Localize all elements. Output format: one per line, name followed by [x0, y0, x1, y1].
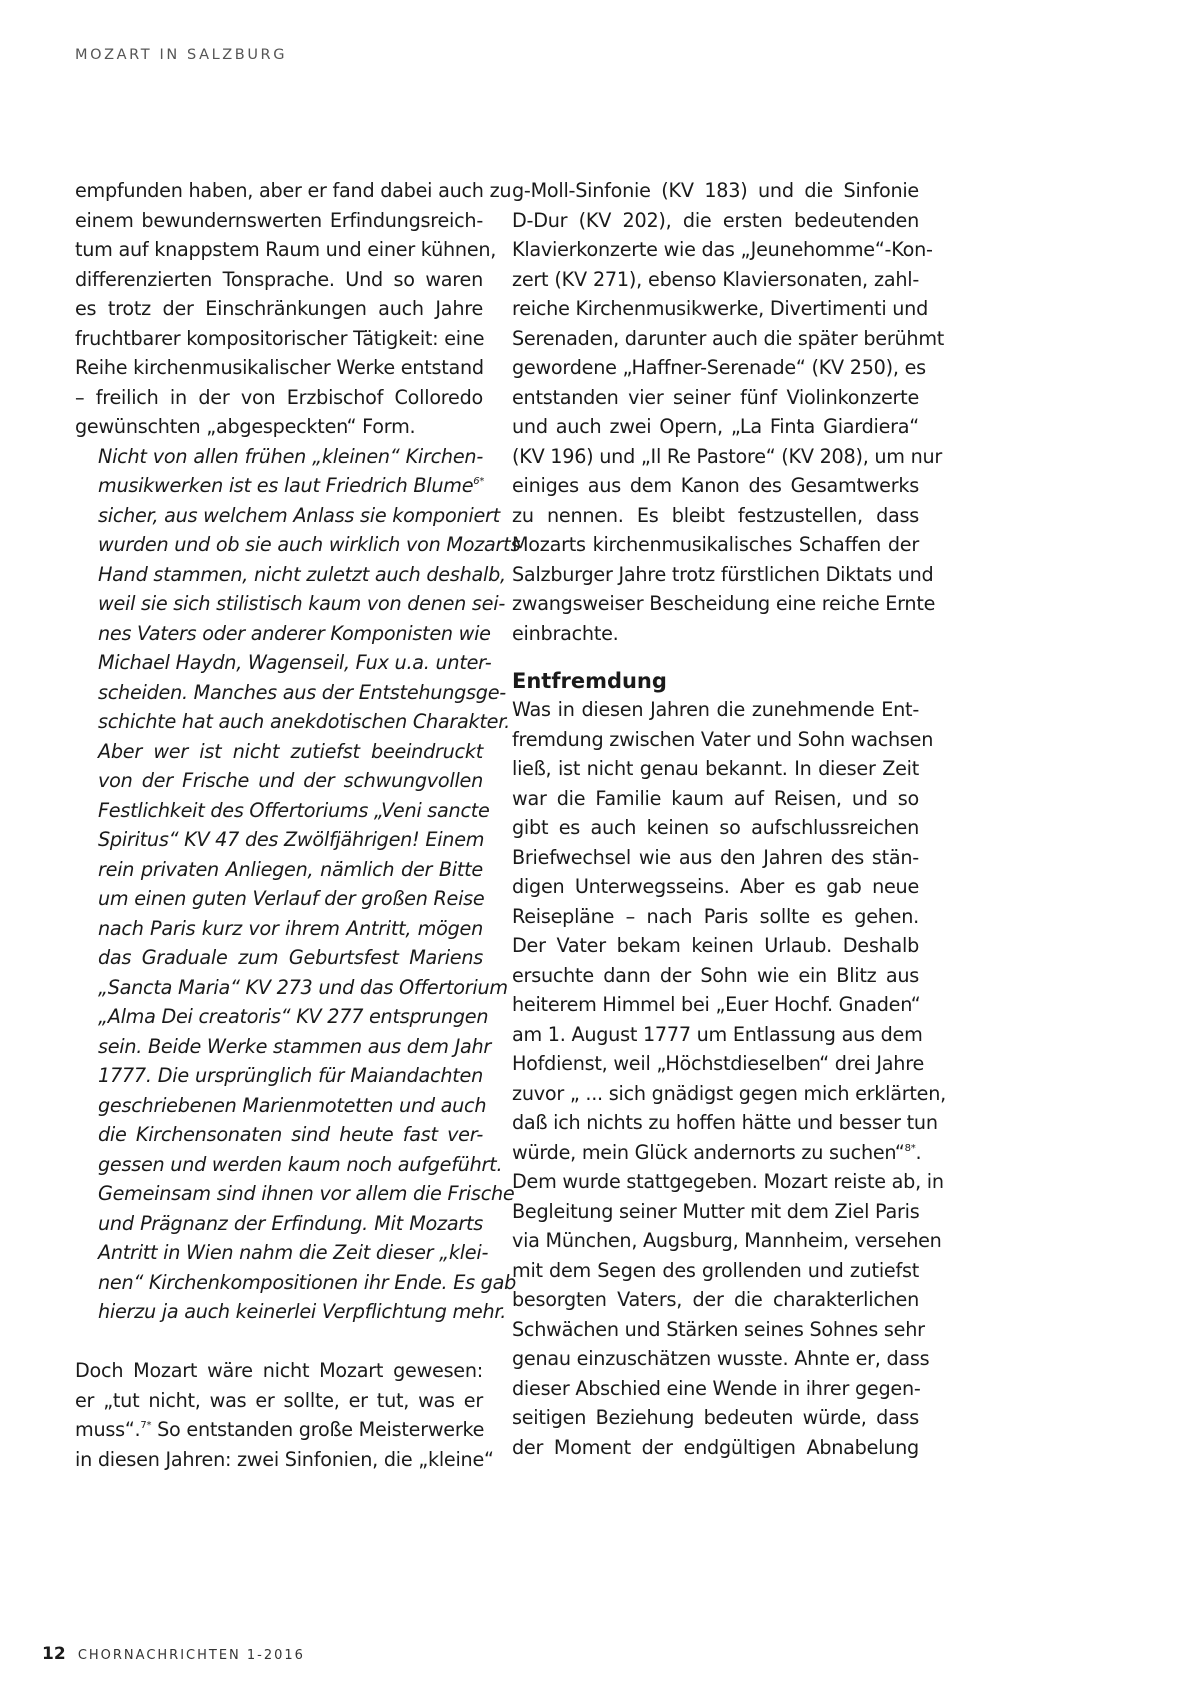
publication-title: CHORNACHRICHTEN 1-2016 [77, 1648, 305, 1663]
text-line: – freilich in der von Erzbischof Colloredo [75, 385, 483, 409]
text-line: differenzierten Tonsprache. Und so waren [75, 267, 483, 291]
section-heading: Entfremdung [512, 669, 667, 693]
text-line: daß ich nichts zu hoffen hätte und besser tun [512, 1111, 938, 1134]
text-line: tum auf knappstem Raum und einer kühnen, [75, 238, 497, 261]
text-line: via München, Augsburg, Mannheim, versehen [512, 1229, 942, 1252]
text-line: am 1. August 1777 um Entlassung aus dem [512, 1022, 923, 1046]
text-line: Klavierkonzerte wie das „Jeunehomme“-Kon- [512, 238, 933, 261]
text-line: D-Dur (KV 202), die ersten bedeutenden [512, 208, 919, 232]
text-line: digen Unterwegsseins. Aber es gab neue [512, 875, 919, 898]
text-line: nen“ Kirchenkompositionen ihr Ende. Es gab [98, 1270, 517, 1294]
text-line: geschriebenen Marienmotetten und auch [98, 1093, 487, 1117]
text-line: Gemeinsam sind ihnen vor allem die Frische [98, 1182, 515, 1205]
right-column [512, 176, 946, 1462]
footnote-marker-7: 7* [140, 1420, 152, 1431]
text-line: Doch Mozart wäre nicht Mozart gewesen: [75, 1359, 483, 1382]
text-line: Nicht von allen frühen „kleinen“ Kirchen- [98, 444, 483, 468]
text-fragment: musikwerken ist es laut Friedrich Blume [98, 474, 474, 497]
text-line: um einen guten Verlauf der großen Reise [98, 887, 485, 910]
text-line: und auch zwei Opern, „La Finta Giardiera“ [512, 415, 919, 438]
text-line: sicher, aus welchem Anlass sie komponiert [98, 503, 500, 527]
text-line: Festlichkeit des Offertoriums „Veni sancte [98, 798, 490, 822]
text-line: g-Moll-Sinfonie (KV 183) und die Sinfonie [512, 179, 919, 202]
text-line [75, 1415, 483, 1445]
text-line: gewordene „Haffner-Serenade“ (KV 250), es [512, 356, 926, 379]
text-line: scheiden. Manches aus der Entstehungsge- [98, 680, 506, 704]
text-line: zu nennen. Es bleibt festzustellen, dass [512, 503, 919, 527]
text-line: heiterem Himmel bei „Euer Hochf. Gnaden“ [512, 993, 921, 1016]
text-line: einem bewundernswerten Erfindungsreich- [75, 208, 483, 232]
text-line: ließ, ist nicht genau bekannt. In dieser Zeit [512, 757, 919, 780]
section-paragraph [512, 695, 946, 1462]
text-line: Mozarts kirchenmusikalisches Schaffen der [512, 533, 919, 556]
text-line: Salzburger Jahre trotz fürstlichen Diktats und [512, 562, 934, 586]
text-line: Spiritus“ KV 47 des Zwölfjährigen! Einem [98, 828, 485, 851]
text-line: zuvor „ ... sich gnädigst gegen mich erklärten, [512, 1081, 946, 1105]
text-line: Schwächen und Stärken seines Sohnes sehr [512, 1317, 925, 1341]
text-line: dieser Abschied eine Wende in ihrer gegen- [512, 1376, 921, 1400]
text-line: besorgten Vaters, der die charakterlichen [512, 1288, 919, 1311]
text-line: gessen und werden kaum noch aufgeführt. [98, 1152, 503, 1176]
italic-excursus-block [98, 442, 521, 1327]
text-line: schichte hat auch anekdotischen Charakter. [98, 710, 510, 733]
text-line: genau einzuschätzen wusste. Ahnte er, dass [512, 1347, 930, 1370]
text-fragment: So entstanden große Meisterwerke [151, 1418, 485, 1441]
text-line: in diesen Jahren: zwei Sinfonien, die „kleine“ [75, 1447, 494, 1471]
text-line: reiche Kirchenmusikwerke, Divertimenti und [512, 297, 928, 320]
text-line: Was in diesen Jahren die zunehmende Ent- [512, 698, 919, 721]
footnote-marker-6: 6* [473, 476, 485, 487]
text-line: rein privaten Anliegen, nämlich der Bitte [98, 857, 483, 881]
text-line: Begleitung seiner Mutter mit dem Ziel Paris [512, 1199, 920, 1223]
text-line: Michael Haydn, Wagenseil, Fux u.a. unter- [98, 651, 492, 674]
text-line: hierzu ja auch keinerlei Verpflichtung mehr. [98, 1300, 507, 1323]
text-line: nes Vaters oder anderer Komponisten wie [98, 621, 491, 645]
text-line: einiges aus dem Kanon des Gesamtwerks [512, 474, 919, 497]
paragraph-spacer [75, 1327, 483, 1357]
text-line: Dem wurde stattgegeben. Mozart reiste ab, in [512, 1170, 944, 1193]
text-line: Reisepläne – nach Paris sollte es gehen. [512, 904, 919, 928]
page-footer [42, 1644, 305, 1664]
left-column [75, 176, 521, 1474]
text-line: einbrachte. [512, 621, 619, 645]
text-line: Antritt in Wien nahm die Zeit dieser „klei- [98, 1241, 489, 1264]
text-line [512, 1138, 922, 1168]
continuation-paragraph [512, 176, 945, 648]
page-number: 12 [42, 1644, 66, 1664]
text-fragment: muss“. [75, 1418, 141, 1441]
footnote-marker-8: 8* [904, 1142, 916, 1154]
text-line: nach Paris kurz vor ihrem Antritt, mögen [98, 916, 483, 940]
running-header: MOZART IN SALZBURG [75, 47, 288, 63]
text-line [98, 471, 483, 501]
text-line: zwangsweiser Bescheidung eine reiche Ernte [512, 592, 936, 615]
text-line: das Graduale zum Geburtsfest Mariens [98, 946, 483, 969]
text-line: Hofdienst, weil „Höchstdieselben“ drei Jahre [512, 1052, 924, 1075]
text-line: Hand stammen, nicht zuletzt auch deshalb, [98, 562, 506, 586]
text-line: ersuchte dann der Sohn wie ein Blitz aus [512, 963, 919, 987]
text-line: (KV 196) und „Il Re Pastore“ (KV 208), um nur [512, 444, 943, 468]
text-line: weil sie sich stilistisch kaum von denen sei- [98, 592, 505, 615]
text-line: gewünschten „abgespeckten“ Form. [75, 415, 416, 438]
text-line: er „tut nicht, was er sollte, er tut, was er [75, 1388, 483, 1412]
text-line: entstanden vier seiner fünf Violinkonzerte [512, 385, 919, 409]
text-line: Aber wer ist nicht zutiefst beeindruckt [98, 739, 483, 763]
text-line: wurden und ob sie auch wirklich von Mozarts [98, 533, 521, 556]
text-line: war die Familie kaum auf Reisen, und so [512, 786, 919, 810]
text-line: mit dem Segen des grollenden und zutiefst [512, 1258, 919, 1282]
text-line: von der Frische und der schwungvollen [98, 769, 483, 792]
text-line: fremdung zwischen Vater und Sohn wachsen [512, 727, 934, 751]
closing-paragraph [75, 1356, 494, 1474]
paragraph-spacer [512, 648, 919, 660]
text-line: fruchtbarer kompositorischer Tätigkeit: eine [75, 326, 485, 350]
text-line: der Moment der endgültigen Abnabelung [512, 1435, 919, 1459]
text-line: sein. Beide Werke stammen aus dem Jahr [98, 1034, 492, 1058]
text-line: 1777. Die ursprünglich für Maiandachten [98, 1064, 483, 1087]
text-line: Der Vater bekam keinen Urlaub. Deshalb [512, 934, 919, 957]
text-line: die Kirchensonaten sind heute fast ver- [98, 1123, 483, 1146]
text-line: Reihe kirchenmusikalischer Werke entstand [75, 356, 484, 379]
text-line: „Alma Dei creatoris“ KV 277 entsprungen [98, 1005, 489, 1028]
text-line: empfunden haben, aber er fand dabei auch zu [75, 179, 512, 202]
text-line: es trotz der Einschränkungen auch Jahre [75, 297, 483, 320]
text-fragment: . [915, 1140, 922, 1164]
text-fragment: würde, mein Glück andernorts zu suchen“ [512, 1140, 905, 1164]
text-line: gibt es auch keinen so aufschlussreichen [512, 816, 919, 839]
text-line: zert (KV 271), ebenso Klaviersonaten, zahl- [512, 267, 919, 291]
text-line: und Prägnanz der Erfindung. Mit Mozarts [98, 1211, 483, 1235]
text-line: Briefwechsel wie aus den Jahren des stän- [512, 845, 919, 869]
intro-paragraph [75, 176, 512, 442]
text-line: „Sancta Maria“ KV 273 und das Offertorium [98, 975, 508, 999]
text-line: Serenaden, darunter auch die später berühmt [512, 326, 945, 350]
text-line: seitigen Beziehung bedeuten würde, dass [512, 1406, 919, 1429]
